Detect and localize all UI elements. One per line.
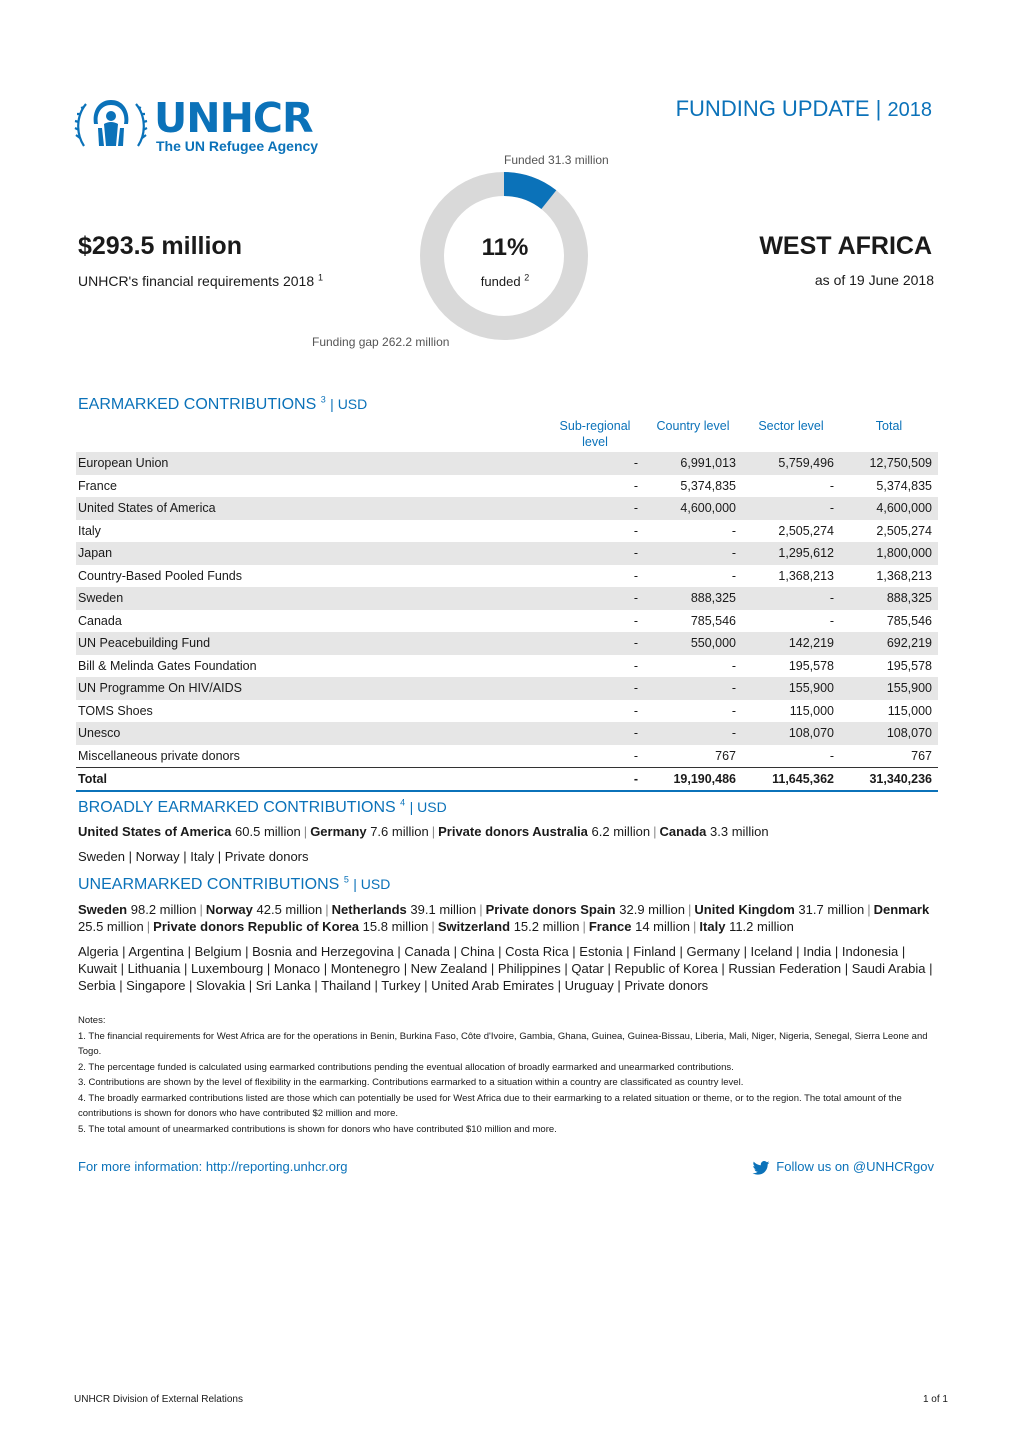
- column-header-sector: Sector level: [758, 419, 824, 433]
- table-row: [76, 722, 938, 745]
- donor-cell: TOMS Shoes: [78, 703, 153, 718]
- donut-funded-arc: [504, 184, 549, 200]
- funded-label: [460, 274, 550, 289]
- donor-cell: United States of America: [76, 497, 546, 520]
- subregional-cell: -: [633, 478, 638, 493]
- total-cell: 1,800,000: [840, 542, 938, 565]
- earmarked-unit: | USD: [330, 396, 368, 412]
- note-3: 3. Contributions are shown by the level of flexibility in the earmarking. Contributions earmarked to a situation within a country are classificated as country level.: [78, 1077, 744, 1088]
- unearmarked-unit: | USD: [353, 876, 391, 892]
- subregional-cell: -: [633, 523, 638, 538]
- funded-percent: 11%: [481, 234, 529, 261]
- table-row: [76, 497, 938, 520]
- broadly-footnote: 4: [400, 797, 406, 808]
- donor-name: Norway: [205, 902, 253, 917]
- total-row: [76, 768, 938, 792]
- donor-amount: 15.8 million: [362, 919, 429, 934]
- sector-cell: 115,000: [789, 703, 834, 718]
- donor-name: Canada: [659, 824, 707, 839]
- column-header-donor: [76, 418, 546, 452]
- table-row: [76, 520, 938, 543]
- more-information-link[interactable]: For more information: http://reporting.unhcr.org: [78, 1159, 348, 1174]
- logo-wordmark: UNHCR: [154, 94, 313, 142]
- unearmarked-heading: [78, 876, 390, 894]
- earmarked-title: EARMARKED CONTRIBUTIONS: [78, 396, 317, 413]
- country-cell: 6,991,013: [644, 452, 742, 475]
- total-cell: 5,374,835: [876, 478, 932, 493]
- separator: |: [199, 902, 203, 917]
- total-cell: 2,505,274: [876, 523, 932, 538]
- donor-amount: 7.6 million: [370, 824, 429, 839]
- donor-amount: 11.2 million: [729, 919, 794, 934]
- table-row: [76, 542, 938, 565]
- total-cell: 785,546: [886, 613, 932, 628]
- table-row: [76, 677, 938, 700]
- earmarked-table: [76, 418, 938, 792]
- donor-cell: Sweden: [76, 587, 546, 610]
- logo-tagline: The UN Refugee Agency: [156, 138, 319, 154]
- table-row: [76, 700, 938, 723]
- requirements-text: UNHCR's financial requirements 2018: [78, 273, 315, 289]
- country-cell: -: [644, 722, 742, 745]
- funding-update-label: FUNDING UPDATE: [675, 96, 870, 121]
- table-row: [76, 587, 938, 610]
- country-cell: -: [731, 703, 736, 718]
- unearmarked-title: UNEARMARKED CONTRIBUTIONS: [78, 876, 340, 893]
- country-cell: 4,600,000: [644, 497, 742, 520]
- separator: |: [867, 902, 871, 917]
- column-header-total: Total: [875, 419, 903, 433]
- separator: |: [688, 902, 692, 917]
- table-row: [76, 745, 938, 768]
- subregional-cell: -: [633, 568, 638, 583]
- country-cell: 767: [715, 748, 736, 763]
- separator: |: [693, 919, 697, 934]
- separator: |: [146, 919, 151, 934]
- note-5: 5. The total amount of unearmarked contributions is shown for donors who have contributed $10 million and more.: [78, 1123, 557, 1135]
- country-cell: -: [644, 677, 742, 700]
- separator: |: [325, 902, 329, 917]
- broadly-unit: | USD: [409, 799, 447, 815]
- total-cell: 4,600,000: [840, 497, 938, 520]
- table-row: [76, 565, 938, 588]
- page-number: 1 of 1: [922, 1394, 948, 1405]
- separator: |: [431, 824, 436, 839]
- requirements-label: [78, 273, 323, 289]
- separator: |: [582, 919, 586, 934]
- donor-cell: Unesco: [76, 722, 546, 745]
- total-cell: 155,900: [840, 677, 938, 700]
- table-row: [76, 452, 938, 475]
- subregional-cell: -: [546, 497, 644, 520]
- funding-update-title: [676, 96, 932, 122]
- donor-name: Germany: [310, 824, 367, 839]
- total-cell: 195,578: [886, 658, 932, 673]
- donor-cell: Miscellaneous private donors: [78, 748, 240, 763]
- total-cell: 108,070: [840, 722, 938, 745]
- subregional-cell: -: [546, 677, 644, 700]
- notes-heading: Notes:: [78, 1015, 106, 1026]
- broadly-major-donors: [78, 823, 938, 840]
- region-title: WEST AFRICA: [759, 232, 932, 260]
- earmarked-footnote: 3: [320, 394, 326, 405]
- unearmarked-others-line: Serbia | Singapore | Slovakia | Sri Lanka | Thailand | Turkey | United Arab Emirates | Uruguay | Private donors: [78, 978, 709, 993]
- country-cell: 5,374,835: [680, 478, 736, 493]
- total-cell: 767: [911, 748, 932, 763]
- sector-cell: 142,219: [742, 632, 840, 655]
- unhcr-logo: [74, 94, 344, 156]
- total-country: 19,190,486: [644, 768, 742, 792]
- sector-cell: 1,295,612: [742, 542, 840, 565]
- donor-amount: 39.1 million: [410, 902, 477, 917]
- total-cell: 12,750,509: [840, 452, 938, 475]
- column-header-country: Country level: [656, 419, 730, 433]
- donor-cell: Canada: [78, 613, 122, 628]
- donor-amount: 31.7 million: [798, 902, 865, 917]
- donor-amount: 14 million: [635, 919, 691, 934]
- subregional-cell: -: [546, 587, 644, 610]
- sector-cell: 1,368,213: [778, 568, 834, 583]
- unearmarked-others-line: Kuwait | Lithuania | Luxembourg | Monaco | Montenegro | New Zealand | Philippines | Qatar | Republic of Korea | Russian Federation | Saudi Arabia |: [78, 961, 933, 976]
- subregional-cell: -: [633, 748, 638, 763]
- country-cell: 888,325: [644, 587, 742, 610]
- separator: |: [431, 919, 435, 934]
- donor-name: Italy: [699, 919, 726, 934]
- table-row: [76, 655, 938, 678]
- total-total: 31,340,236: [840, 768, 938, 792]
- donor-name: United States of America: [78, 824, 232, 839]
- sector-cell: 195,578: [788, 658, 834, 673]
- note-2: 2. The percentage funded is calculated using earmarked contributions pending the eventual allocation of broadly earmarked and unearmarked contributions.: [78, 1061, 734, 1073]
- sector-cell: -: [742, 497, 840, 520]
- donor-name: Private donors Australia: [438, 824, 588, 839]
- notes-section: [78, 1013, 928, 1137]
- donor-name: Denmark: [873, 902, 930, 917]
- donor-name: Netherlands: [331, 902, 407, 917]
- twitter-follow-link[interactable]: [752, 1159, 934, 1175]
- total-sector: 11,645,362: [742, 768, 840, 792]
- total-cell: 115,000: [887, 703, 932, 718]
- unearmarked-others-line: Algeria | Argentina | Belgium | Bosnia and Herzegovina | Canada | China | Costa Rica | Estonia | Finland | Germany | Iceland | India | Indonesia |: [78, 944, 906, 959]
- sector-cell: 2,505,274: [778, 523, 834, 538]
- subregional-cell: -: [546, 722, 644, 745]
- unearmarked-major-donors: [78, 901, 938, 935]
- table-header-row: [76, 418, 938, 452]
- twitter-handle: Follow us on @UNHCRgov: [776, 1159, 934, 1174]
- sector-cell: -: [742, 587, 840, 610]
- country-cell: -: [731, 568, 736, 583]
- separator: |: [303, 824, 308, 839]
- table-row: [76, 632, 938, 655]
- donor-name: Private donors Spain: [485, 902, 616, 917]
- subregional-cell: -: [633, 703, 638, 718]
- total-cell: 1,368,213: [876, 568, 932, 583]
- note-4: 4. The broadly earmarked contributions listed are those which can potentially be used for West Africa due to their earmarking to a related situation or theme, or to the region. The total amount of the contributions is shown for donors who have contributed $2 million and more.: [78, 1092, 902, 1119]
- donor-cell: European Union: [76, 452, 546, 475]
- sector-cell: -: [829, 478, 834, 493]
- total-cell: 888,325: [840, 587, 938, 610]
- subregional-cell: -: [546, 632, 644, 655]
- donor-cell: UN Peacebuilding Fund: [76, 632, 546, 655]
- donor-name: Private donors Republic of Korea: [153, 919, 360, 934]
- donor-cell: Japan: [76, 542, 546, 565]
- unearmarked-other-donors: [78, 943, 938, 994]
- donor-amount: 3.3 million: [710, 824, 769, 839]
- requirements-amount: $293.5 million: [78, 232, 242, 260]
- broadly-other-donors: Sweden | Norway | Italy | Private donors: [78, 849, 309, 864]
- country-cell: -: [644, 542, 742, 565]
- unhcr-emblem-icon: [74, 94, 148, 156]
- country-cell: -: [731, 658, 736, 673]
- funded-text: funded: [480, 274, 521, 289]
- country-cell: 785,546: [690, 613, 736, 628]
- country-cell: 550,000: [644, 632, 742, 655]
- donor-name: Sweden: [78, 902, 128, 917]
- donor-name: France: [588, 919, 632, 934]
- donor-amount: 60.5 million: [235, 824, 301, 839]
- donor-cell: Country-Based Pooled Funds: [78, 568, 242, 583]
- donor-cell: Italy: [78, 523, 101, 538]
- requirements-footnote: 1: [318, 272, 324, 283]
- donor-name: Switzerland: [437, 919, 511, 934]
- broadly-title: BROADLY EARMARKED CONTRIBUTIONS: [78, 799, 396, 816]
- funding-update-year: 2018: [887, 99, 932, 121]
- country-cell: -: [731, 523, 736, 538]
- donor-cell: UN Programme On HIV/AIDS: [76, 677, 546, 700]
- unearmarked-footnote: 5: [343, 874, 349, 885]
- donor-amount: 15.2 million: [513, 919, 580, 934]
- earmarked-heading: [78, 396, 367, 414]
- division-label: UNHCR Division of External Relations: [74, 1394, 243, 1405]
- donor-amount: 6.2 million: [591, 824, 651, 839]
- sector-cell: -: [829, 748, 834, 763]
- donor-amount: 42.5 million: [256, 902, 323, 917]
- funded-footnote: 2: [524, 272, 530, 283]
- donor-amount: 32.9 million: [619, 902, 686, 917]
- subregional-cell: -: [633, 658, 638, 673]
- total-subregional: -: [546, 768, 644, 792]
- subregional-cell: -: [546, 452, 644, 475]
- column-header-subregional: Sub-regional level: [559, 419, 631, 449]
- table-row: [76, 475, 938, 498]
- sector-cell: 155,900: [742, 677, 840, 700]
- sector-cell: -: [829, 613, 834, 628]
- subregional-cell: -: [546, 542, 644, 565]
- table-row: [76, 610, 938, 633]
- broadly-heading: [78, 799, 447, 817]
- subregional-cell: -: [633, 613, 638, 628]
- donor-cell: France: [78, 478, 117, 493]
- sector-cell: 108,070: [742, 722, 840, 745]
- separator: |: [653, 824, 657, 839]
- note-1: 1. The financial requirements for West Africa are for the operations in Benin, Burkina Faso, Côte d'Ivoire, Gambia, Ghana, Guinea, Guinea-Bissau, Liberia, Mali, Niger, Nigeria, Senegal, Sierra Leone and Togo.: [78, 1030, 928, 1057]
- funding-gap-label: Funding gap 262.2 million: [312, 335, 450, 349]
- total-label: Total: [76, 768, 546, 792]
- separator: |: [479, 902, 483, 917]
- title-separator: |: [869, 96, 888, 121]
- as-of-date: as of 19 June 2018: [814, 272, 934, 288]
- sector-cell: 5,759,496: [742, 452, 840, 475]
- total-cell: 692,219: [840, 632, 938, 655]
- donor-amount: 25.5 million: [78, 919, 144, 934]
- funded-amount-label: Funded 31.3 million: [504, 153, 609, 167]
- twitter-icon: [752, 1161, 770, 1175]
- donor-cell: Bill & Melinda Gates Foundation: [78, 658, 257, 673]
- donor-name: United Kingdom: [694, 902, 795, 917]
- donor-amount: 98.2 million: [130, 902, 197, 917]
